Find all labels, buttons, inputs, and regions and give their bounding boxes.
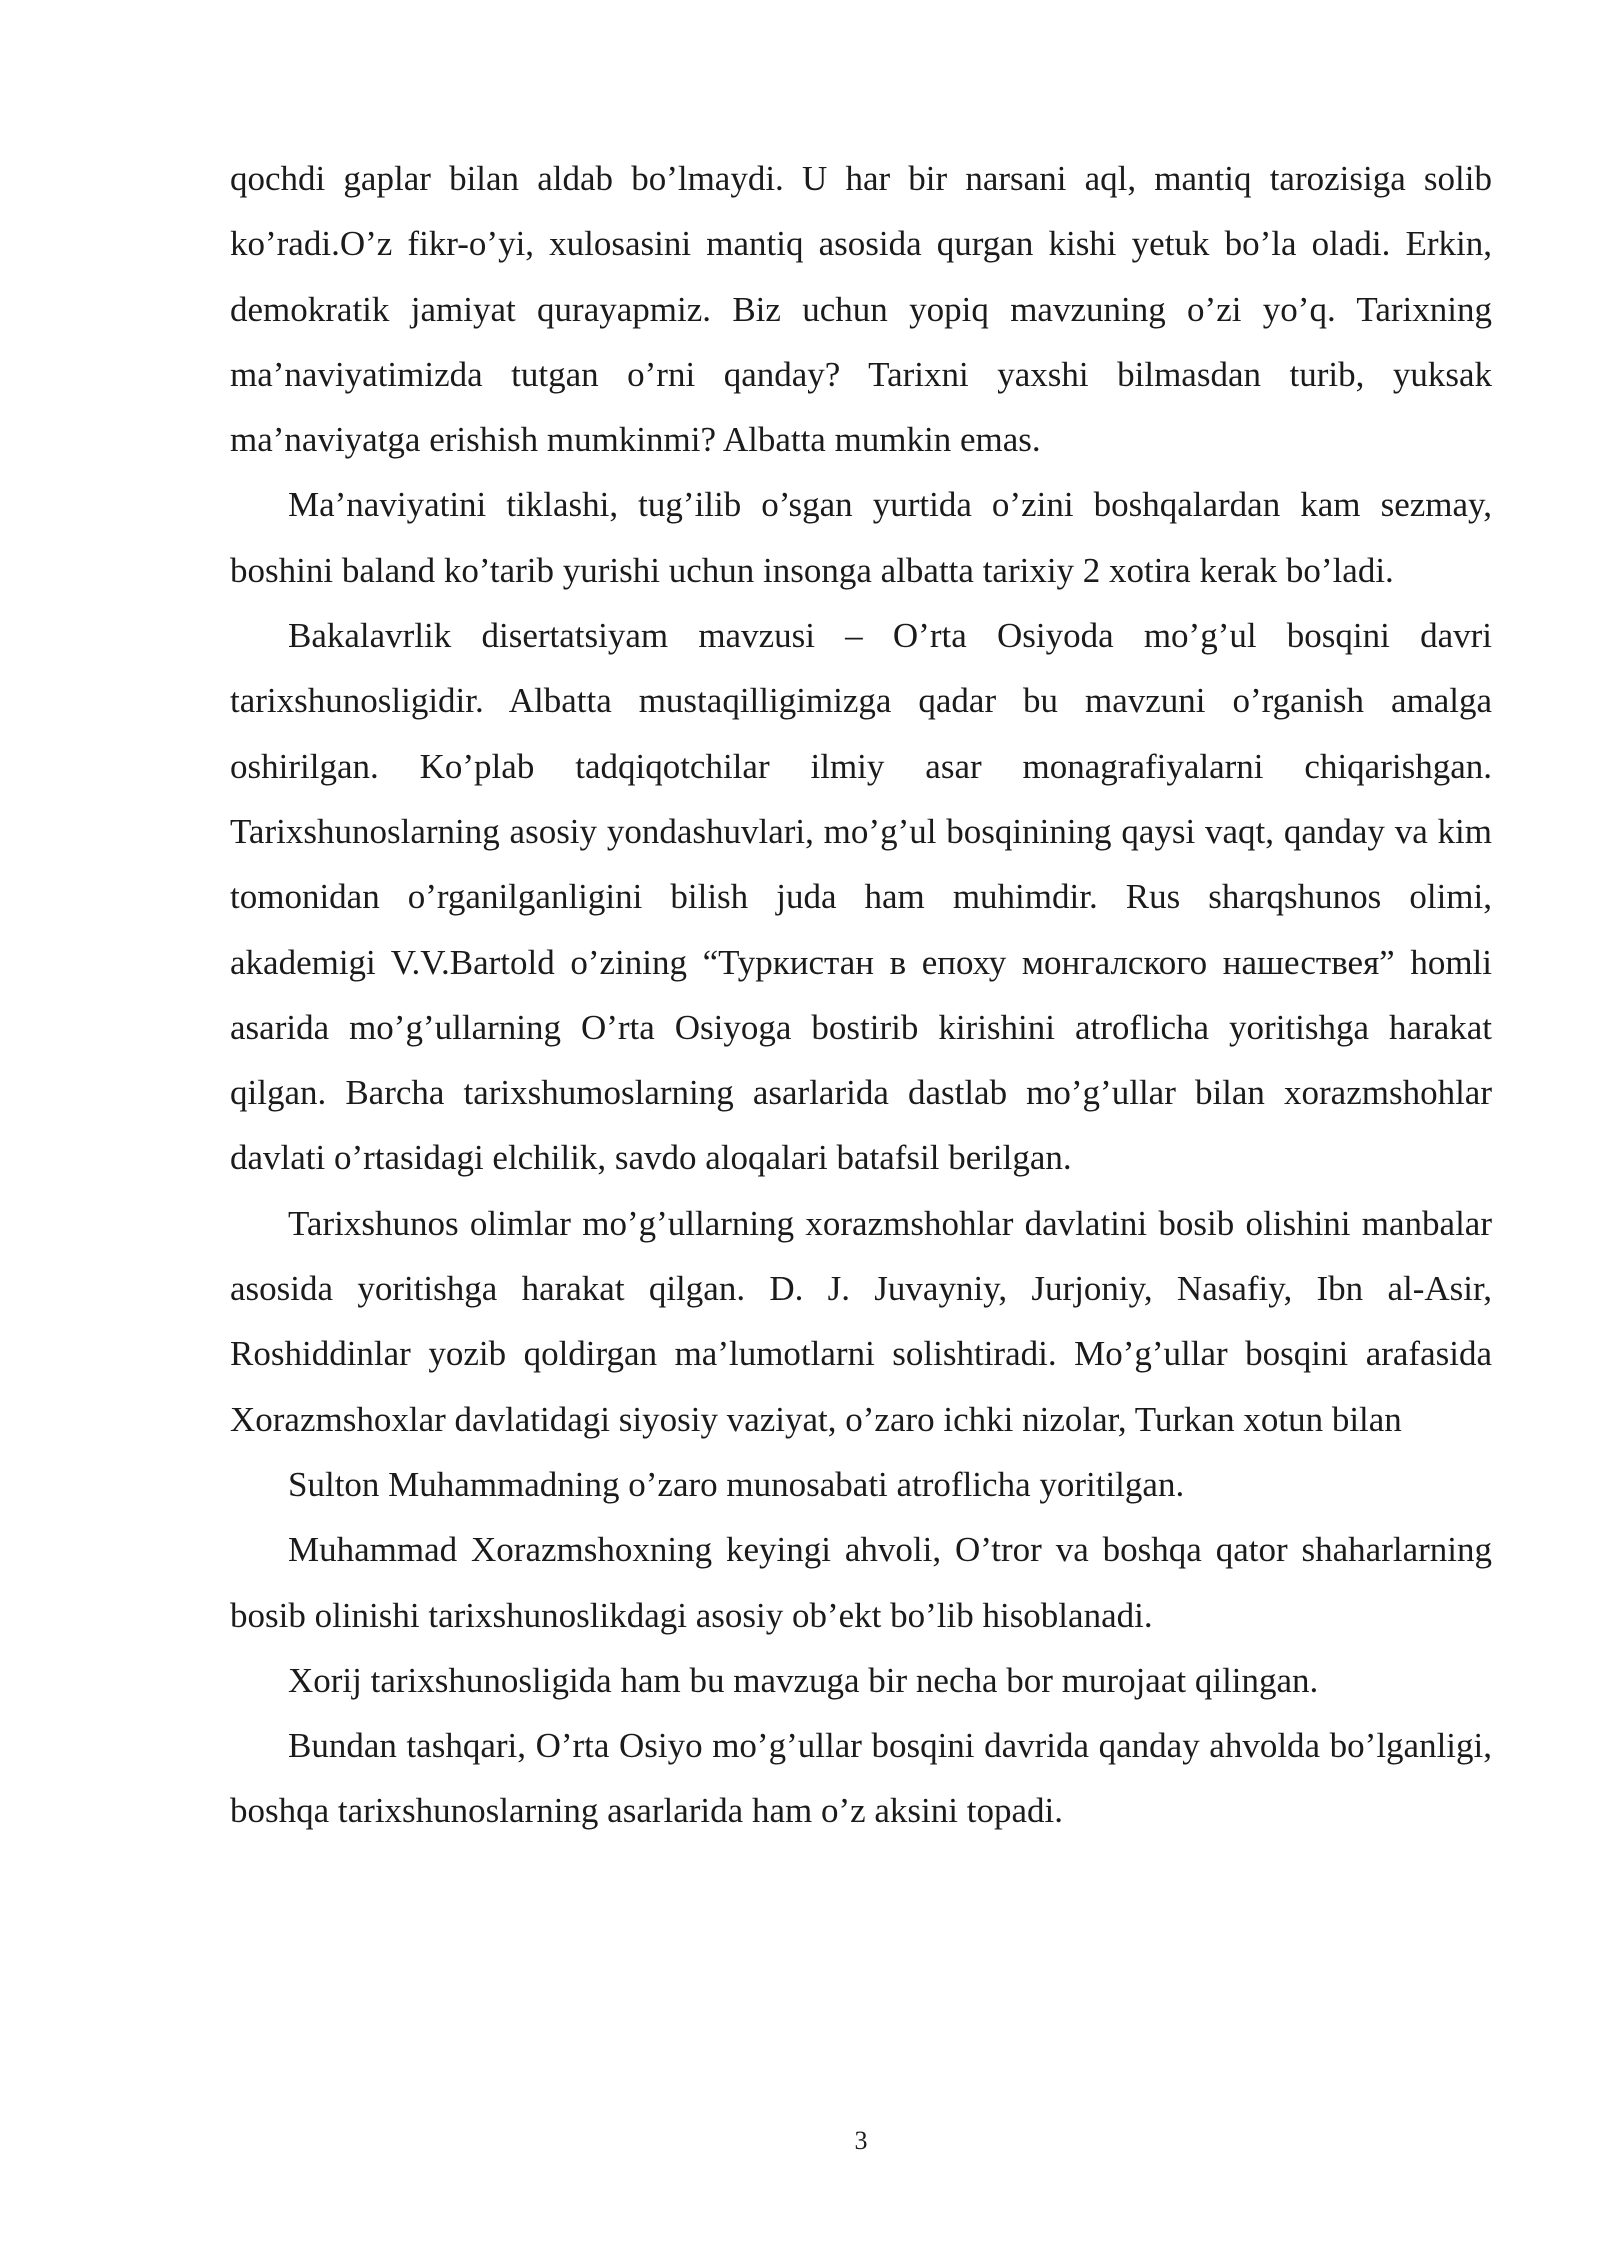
paragraph-2: Ma’naviyatini tiklashi, tug’ilib o’sgan yurtida o’zini boshqalardan kam sezmay, boshini baland ko’tarib yurishi uchun insonga albatta tarixiy 2 xotira kerak bo’ladi.: [230, 485, 1492, 590]
paragraph-3: Bakalavrlik disertatsiyam mavzusi – O’rta Osiyoda mo’g’ul bosqini davri tarixshunosligidir. Albatta mustaqilligimizga qadar bu mavzuni o’rganish amalga oshirilgan. Ko’plab tadqiqotchilar ilmiy asar monagrafiyalarni chiqarishgan. Tarixshunoslarning asosiy yondashuvlari, mo’g’ul bosqinining qaysi vaqt, qanday va kim tomonidan o’rganilganligini bilish juda ham muhimdir. Rus sharqshunos olimi, akademigi V.V.Bartold o’zining “Туркистан в епоху монгалского нашествея” homli asarida mo’g’ullarning O’rta Osiyoga bostirib kirishini atroflicha yoritishga harakat qilgan. Barcha tarixshumoslarning asarlarida dastlab mo’g’ullar bilan xorazmshohlar davlati o’rtasidagi elchilik, savdo aloqalari batafsil berilgan.: [230, 616, 1492, 1178]
paragraph-6: Muhammad Xorazmshoxning keyingi ahvoli, O’tror va boshqa qator shaharlarning bosib olinishi tarixshunoslikdagi asosiy ob’ekt bo’lib hisoblanadi.: [230, 1530, 1492, 1635]
paragraph-5: Sulton Muhammadning o’zaro munosabati atroflicha yoritilgan.: [288, 1464, 1185, 1504]
paragraph-4: Tarixshunos olimlar mo’g’ullarning xorazmshohlar davlatini bosib olishini manbalar asosida yoritishga harakat qilgan. D. J. Juvayniy, Jurjoniy, Nasafiy, Ibn al-Asir, Roshiddinlar yozib qoldirgan ma’lumotlarni solishtiradi. Mo’g’ullar bosqini arafasida Xorazmshoxlar davlatidagi siyosiy vaziyat, o’zaro ichki nizolar, Turkan xotun bilan: [230, 1203, 1492, 1439]
page-number: 3: [854, 2126, 868, 2155]
paragraph-8: Bundan tashqari, O’rta Osiyo mo’g’ullar bosqini davrida qanday ahvolda bo’lganligi, boshqa tarixshunoslarning asarlarida ham o’z aksini topadi.: [230, 1726, 1492, 1831]
body-text: [230, 146, 1492, 1844]
paragraph-1: qochdi gaplar bilan aldab bo’lmaydi. U har bir narsani aql, mantiq tarozisiga solib ko’radi.O’z fikr-o’yi, xulosasini mantiq asosida qurgan kishi yetuk bo’la oladi. Erkin, demokratik jamiyat qurayapmiz. Biz uchun yopiq mavzuning o’zi yo’q. Tarixning ma’naviyatimizda tutgan o’rni qanday? Tarixni yaxshi bilmasdan turib, yuksak ma’naviyatga erishish mumkinmi? Albatta mumkin emas.: [230, 159, 1492, 460]
paragraph-7: Xorij tarixshunosligida ham bu mavzuga bir necha bor murojaat qilingan.: [288, 1660, 1319, 1700]
